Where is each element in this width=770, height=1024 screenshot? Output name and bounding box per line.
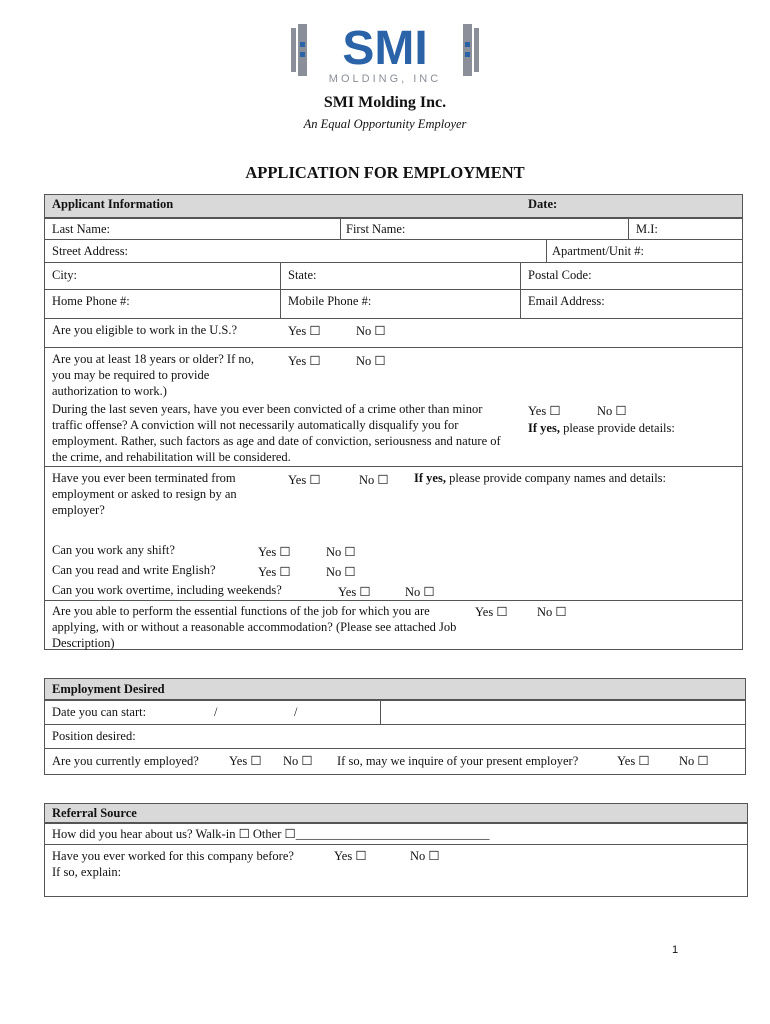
- terminated-yes-checkbox[interactable]: Yes ☐: [288, 473, 321, 487]
- employment-desired-title: Employment Desired: [52, 682, 165, 696]
- question-perform: Are you able to perform the essential functions of the job for which you are applying, with or without a reasonable accommodation? (Please see attached Job Description): [52, 604, 457, 650]
- company-name: SMI Molding Inc.: [323, 94, 447, 111]
- last-name-field[interactable]: Last Name:: [52, 222, 110, 236]
- convicted-yes-checkbox[interactable]: Yes ☐: [528, 404, 561, 418]
- perform-yes-checkbox[interactable]: Yes ☐: [475, 605, 508, 619]
- page-number: 1: [672, 944, 679, 956]
- question-shift: Can you work any shift?: [52, 543, 175, 557]
- postal-code-field[interactable]: Postal Code:: [528, 268, 592, 282]
- eligible-no-checkbox[interactable]: No ☐: [356, 324, 386, 338]
- question-terminated: Have you ever been terminated from employment or asked to resign by an employer?: [52, 471, 237, 517]
- terminated-details-label: If yes, please provide company names and details:: [414, 471, 667, 485]
- worked-before-yes-checkbox[interactable]: Yes ☐: [334, 849, 367, 863]
- street-address-field[interactable]: Street Address:: [52, 244, 129, 258]
- employed-no-checkbox[interactable]: No ☐: [283, 754, 313, 768]
- shift-no-checkbox[interactable]: No ☐: [326, 545, 356, 559]
- shift-yes-checkbox[interactable]: Yes ☐: [258, 545, 291, 559]
- question-eligible: Are you eligible to work in the U.S.?: [52, 323, 238, 337]
- convicted-details-label: If yes, please provide details:: [528, 421, 675, 435]
- referral-source-header: [44, 803, 748, 823]
- city-field[interactable]: City:: [52, 268, 78, 282]
- state-field[interactable]: State:: [288, 268, 317, 282]
- question-inquire-employer: If so, may we inquire of your present employer?: [337, 754, 579, 768]
- explain-field[interactable]: If so, explain:: [52, 865, 122, 879]
- question-currently-employed: Are you currently employed?: [52, 754, 199, 768]
- logo-text: SMI: [342, 22, 428, 75]
- position-desired-field[interactable]: Position desired:: [52, 729, 136, 743]
- eligible-yes-checkbox[interactable]: Yes ☐: [288, 324, 321, 338]
- overtime-yes-checkbox[interactable]: Yes ☐: [338, 585, 371, 599]
- employed-yes-checkbox[interactable]: Yes ☐: [229, 754, 262, 768]
- worked-before-no-checkbox[interactable]: No ☐: [410, 849, 440, 863]
- convicted-no-checkbox[interactable]: No ☐: [597, 404, 627, 418]
- how-heard-field[interactable]: How did you hear about us? Walk-in ☐ Other ☐_______________________________: [52, 827, 490, 841]
- form-title: APPLICATION FOR EMPLOYMENT: [245, 163, 525, 182]
- inquire-yes-checkbox[interactable]: Yes ☐: [617, 754, 650, 768]
- inquire-no-checkbox[interactable]: No ☐: [679, 754, 709, 768]
- logo-subtext: MOLDING, INC: [328, 73, 442, 85]
- overtime-no-checkbox[interactable]: No ☐: [405, 585, 435, 599]
- question-worked-before: Have you ever worked for this company before?: [52, 849, 294, 863]
- question-overtime: Can you work overtime, including weekends?: [52, 583, 282, 597]
- date-separator: /: [294, 705, 298, 719]
- middle-initial-field[interactable]: M.I:: [636, 222, 658, 236]
- english-no-checkbox[interactable]: No ☐: [326, 565, 356, 579]
- perform-no-checkbox[interactable]: No ☐: [537, 605, 567, 619]
- age18-no-checkbox[interactable]: No ☐: [356, 354, 386, 368]
- mobile-phone-field[interactable]: Mobile Phone #:: [288, 294, 372, 308]
- email-field[interactable]: Email Address:: [528, 294, 605, 308]
- home-phone-field[interactable]: Home Phone #:: [52, 294, 130, 308]
- date-label: Date:: [528, 197, 558, 211]
- age18-yes-checkbox[interactable]: Yes ☐: [288, 354, 321, 368]
- question-convicted: During the last seven years, have you ever been convicted of a crime other than minor traffic offense? A conviction will not necessarily automatically disqualify you for employment. Rather, such factors as age and date of conviction, seriousness and nature of the crime, and rehabilitation will be considered.: [52, 402, 501, 464]
- tagline: An Equal Opportunity Employer: [303, 117, 467, 131]
- company-logo: [289, 20, 481, 88]
- apartment-field[interactable]: Apartment/Unit #:: [552, 244, 644, 258]
- date-separator: /: [214, 705, 218, 719]
- first-name-field[interactable]: First Name:: [346, 222, 406, 236]
- start-date-field[interactable]: Date you can start:: [52, 705, 147, 719]
- terminated-no-checkbox[interactable]: No ☐: [359, 473, 389, 487]
- english-yes-checkbox[interactable]: Yes ☐: [258, 565, 291, 579]
- question-english: Can you read and write English?: [52, 563, 216, 577]
- question-age-18: Are you at least 18 years or older? If no, you may be required to provide authorization to work.): [52, 352, 255, 398]
- applicant-info-title: Applicant Information: [52, 197, 174, 211]
- referral-source-title: Referral Source: [52, 806, 137, 820]
